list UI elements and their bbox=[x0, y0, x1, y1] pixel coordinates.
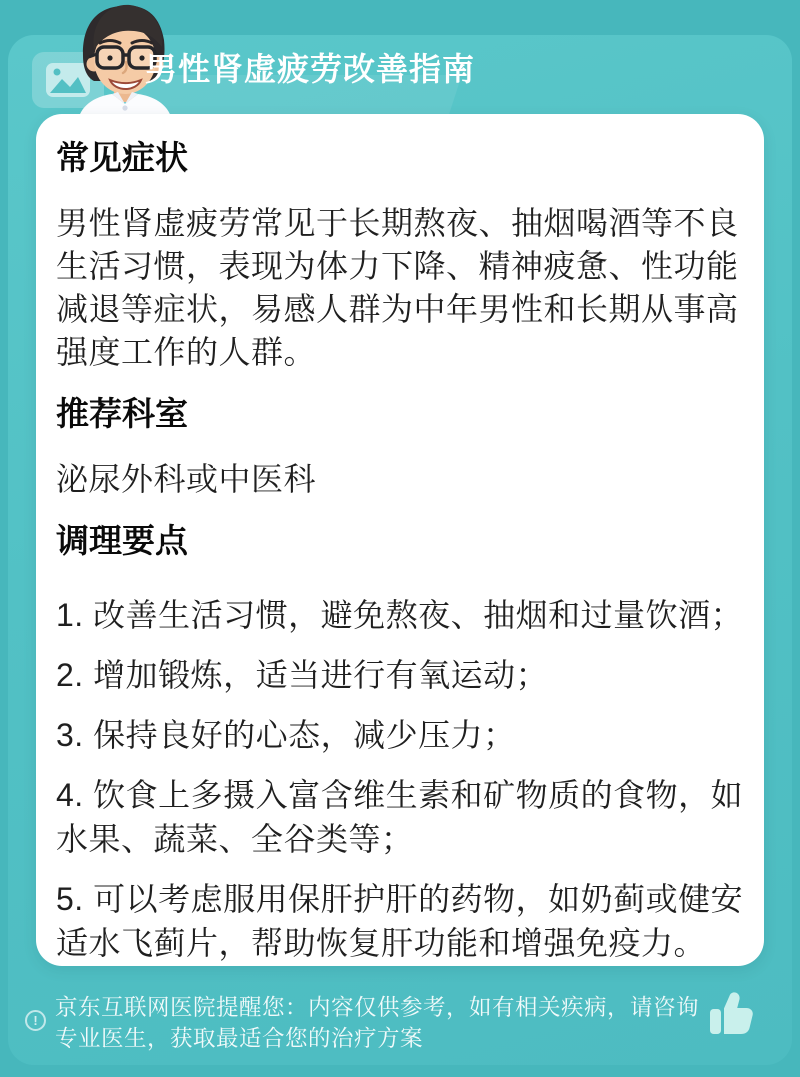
thumbs-up-icon[interactable] bbox=[706, 988, 760, 1038]
tip-item-5: 5. 可以考虑服用保肝护肝的药物，如奶蓟或健安适水飞蓟片，帮助恢复肝功能和增强免疫力。 bbox=[56, 881, 744, 961]
tip-item-3: 3. 保持良好的心态，减少压力； bbox=[56, 717, 516, 753]
section-body-symptoms: 男性肾虚疲劳常见于长期熬夜、抽烟喝酒等不良生活习惯，表现为体力下降、精神疲惫、性功能减退等症状，易感人群为中年男性和长期从事高强度工作的人群。 bbox=[56, 205, 739, 370]
section-body-department: 泌尿外科或中医科 bbox=[56, 461, 317, 497]
section-title-symptoms: 常见症状 bbox=[56, 139, 188, 176]
tip-item-2: 2. 增加锻炼，适当进行有氧运动； bbox=[56, 657, 549, 693]
tip-item-4: 4. 饮食上多摄入富含维生素和矿物质的食物，如水果、蔬菜、全谷类等； bbox=[56, 777, 744, 857]
info-icon: ! bbox=[25, 1010, 46, 1031]
disclaimer-text: 京东互联网医院提醒您：内容仅供参考，如有相关疾病，请咨询专业医生，获取最适合您的治疗方案 bbox=[55, 995, 700, 1051]
tips-list bbox=[56, 593, 744, 965]
section-title-department: 推荐科室 bbox=[56, 395, 188, 432]
page-title: 男性肾虚疲劳改善指南 bbox=[145, 51, 476, 87]
section-title-tips: 调理要点 bbox=[56, 522, 188, 559]
content-card bbox=[36, 114, 764, 966]
tip-item-1: 1. 改善生活习惯，避免熬夜、抽烟和过量饮酒； bbox=[56, 597, 744, 633]
